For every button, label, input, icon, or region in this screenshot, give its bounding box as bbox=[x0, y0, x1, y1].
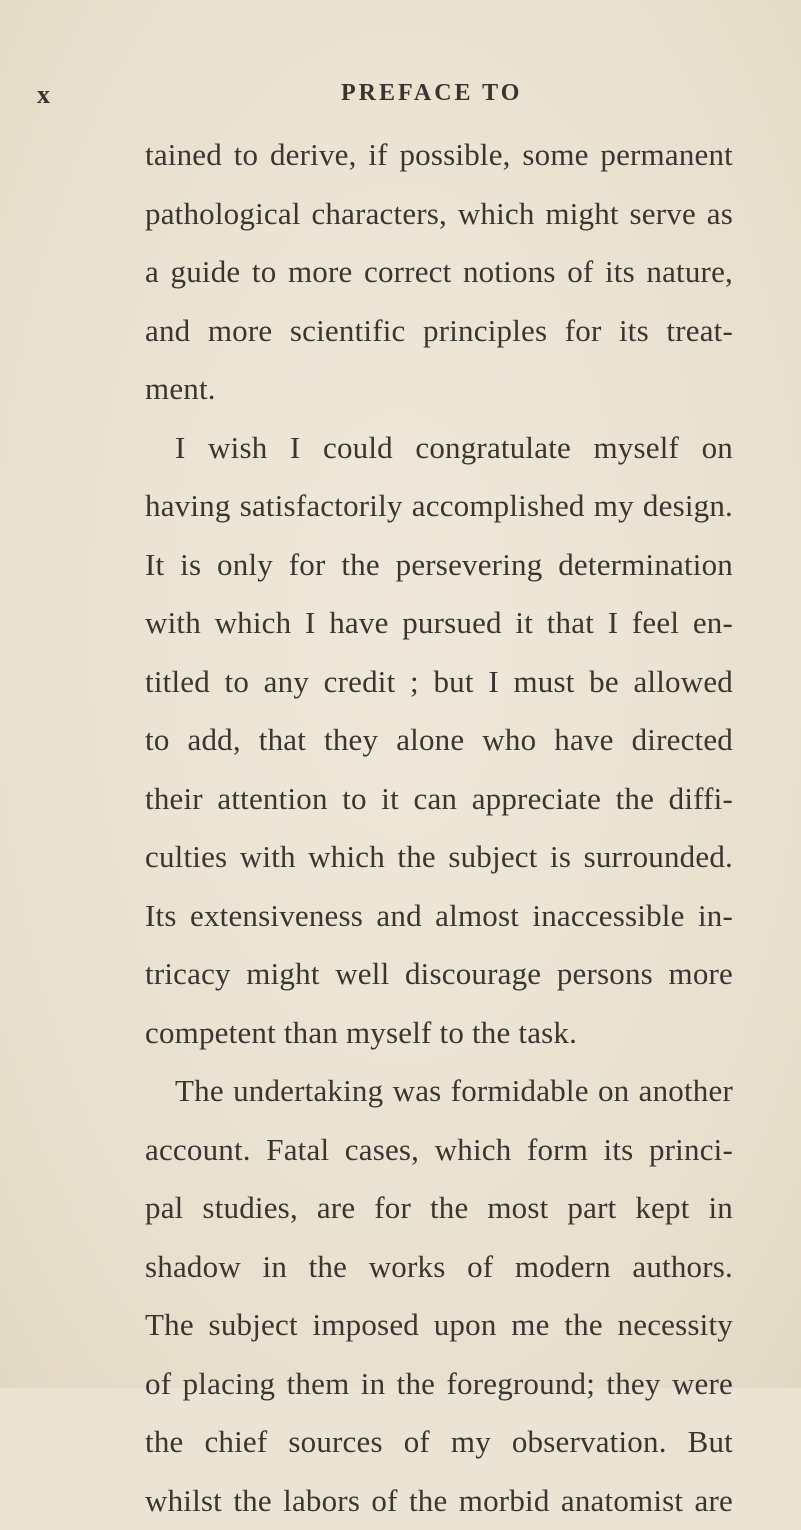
text-line: a guide to more correct notions of its nature, bbox=[145, 243, 733, 302]
paragraph-end-line: ment. bbox=[145, 360, 733, 419]
text-line: It is only for the persevering determination bbox=[145, 536, 733, 595]
text-line: of placing them in the foreground; they were bbox=[145, 1355, 733, 1414]
text-line: The subject imposed upon me the necessity bbox=[145, 1296, 733, 1355]
text-line: account. Fatal cases, which form its princi- bbox=[145, 1121, 733, 1180]
running-head: PREFACE TO bbox=[341, 80, 522, 107]
paragraph-end-line: competent than myself to the task. bbox=[145, 1004, 733, 1063]
paragraph-start-line: The undertaking was formidable on another bbox=[145, 1062, 733, 1121]
body-text bbox=[145, 126, 733, 1530]
page-header bbox=[0, 76, 801, 116]
text-line: shadow in the works of modern authors. bbox=[145, 1238, 733, 1297]
text-line: pathological characters, which might serve as bbox=[145, 185, 733, 244]
text-line: and more scientific principles for its treat- bbox=[145, 302, 733, 361]
text-line: Its extensiveness and almost inaccessible in- bbox=[145, 887, 733, 946]
text-line: pal studies, are for the most part kept in bbox=[145, 1179, 733, 1238]
page-number: x bbox=[37, 80, 51, 110]
text-line: titled to any credit ; but I must be allowed bbox=[145, 653, 733, 712]
text-line: to add, that they alone who have directed bbox=[145, 711, 733, 770]
text-line: with which I have pursued it that I feel en- bbox=[145, 594, 733, 653]
text-line: having satisfactorily accomplished my design. bbox=[145, 477, 733, 536]
text-line: tricacy might well discourage persons more bbox=[145, 945, 733, 1004]
text-line: the chief sources of my observation. But bbox=[145, 1413, 733, 1472]
paragraph-start-line: I wish I could congratulate myself on bbox=[145, 419, 733, 478]
text-line: culties with which the subject is surrounded. bbox=[145, 828, 733, 887]
text-line: whilst the labors of the morbid anatomist are bbox=[145, 1472, 733, 1530]
text-line: their attention to it can appreciate the diffi- bbox=[145, 770, 733, 829]
text-line: tained to derive, if possible, some permanent bbox=[145, 126, 733, 185]
